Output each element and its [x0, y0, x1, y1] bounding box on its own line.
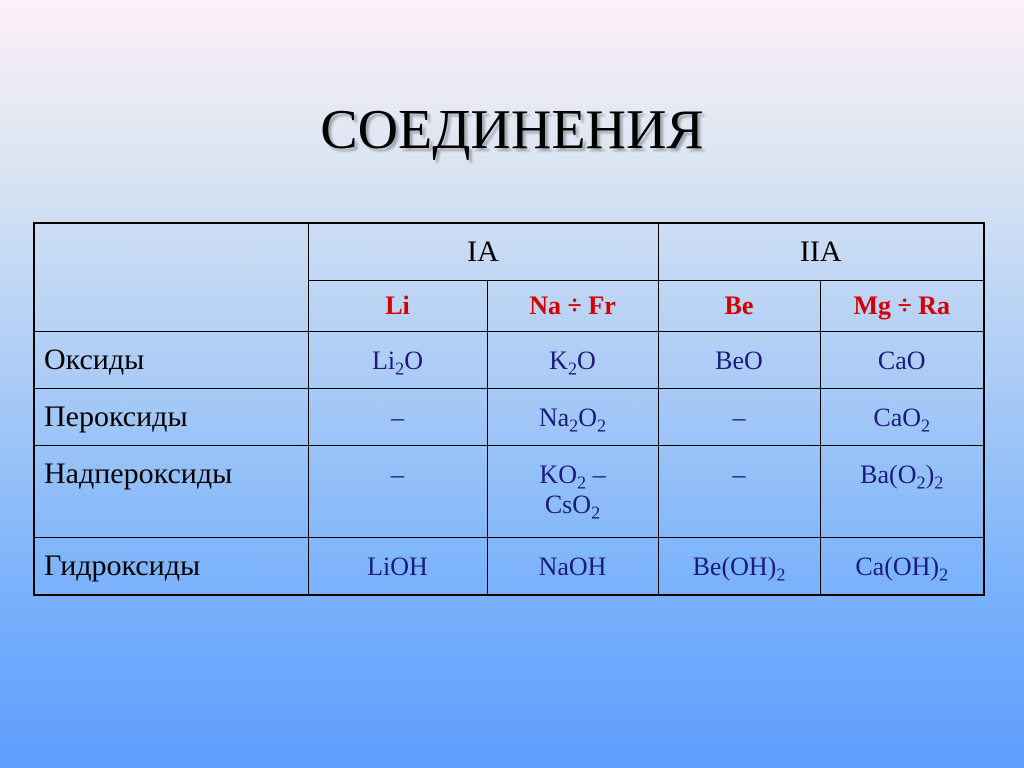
element-header-mg-ra: Mg ÷ Ra: [820, 281, 984, 332]
formula-superoxides-mg-ra: $Ba(O_2)_2$: [820, 446, 984, 538]
table-row-hydroxides: [34, 538, 984, 596]
table-row-oxides: [34, 332, 984, 389]
formula-superoxides-na-fr: $KO_2$ – CsO$_2$: [487, 446, 658, 538]
compounds-table: [33, 222, 985, 596]
formula-hydroxides-na-fr: NaOH: [487, 538, 658, 596]
formula-superoxides-be: –: [658, 446, 820, 538]
table-corner-cell: [34, 223, 308, 332]
slide-title: СОЕДИНЕНИЯ: [320, 99, 704, 161]
element-header-li: Li: [308, 281, 487, 332]
row-label-hydroxides: Гидроксиды: [34, 538, 308, 596]
table-row-peroxides: [34, 389, 984, 446]
element-header-be: Be: [658, 281, 820, 332]
row-label-oxides: Оксиды: [34, 332, 308, 389]
formula-peroxides-na-fr: $Na_2O_2$: [487, 389, 658, 446]
formula-oxides-be: BeO: [658, 332, 820, 389]
formula-hydroxides-li: LiOH: [308, 538, 487, 596]
formula-peroxides-mg-ra: CaO$_2$: [820, 389, 984, 446]
element-header-na-fr: Na ÷ Fr: [487, 281, 658, 332]
formula-hydroxides-mg-ra: $Ca(OH)_2$: [820, 538, 984, 596]
formula-hydroxides-be: $Be(OH)_2$: [658, 538, 820, 596]
formula-peroxides-be: –: [658, 389, 820, 446]
formula-peroxides-li: –: [308, 389, 487, 446]
formula-superoxides-li: –: [308, 446, 487, 538]
table-row-superoxides: [34, 446, 984, 538]
row-label-peroxides: Пероксиды: [34, 389, 308, 446]
group-header-iia: IIA: [658, 223, 984, 281]
row-label-superoxides: Надпероксиды: [34, 446, 308, 538]
formula-oxides-mg-ra: CaO: [820, 332, 984, 389]
formula-oxides-li: $Li_2O$: [308, 332, 487, 389]
formula-oxides-na-fr: $K_2O$: [487, 332, 658, 389]
group-header-ia: IA: [308, 223, 658, 281]
